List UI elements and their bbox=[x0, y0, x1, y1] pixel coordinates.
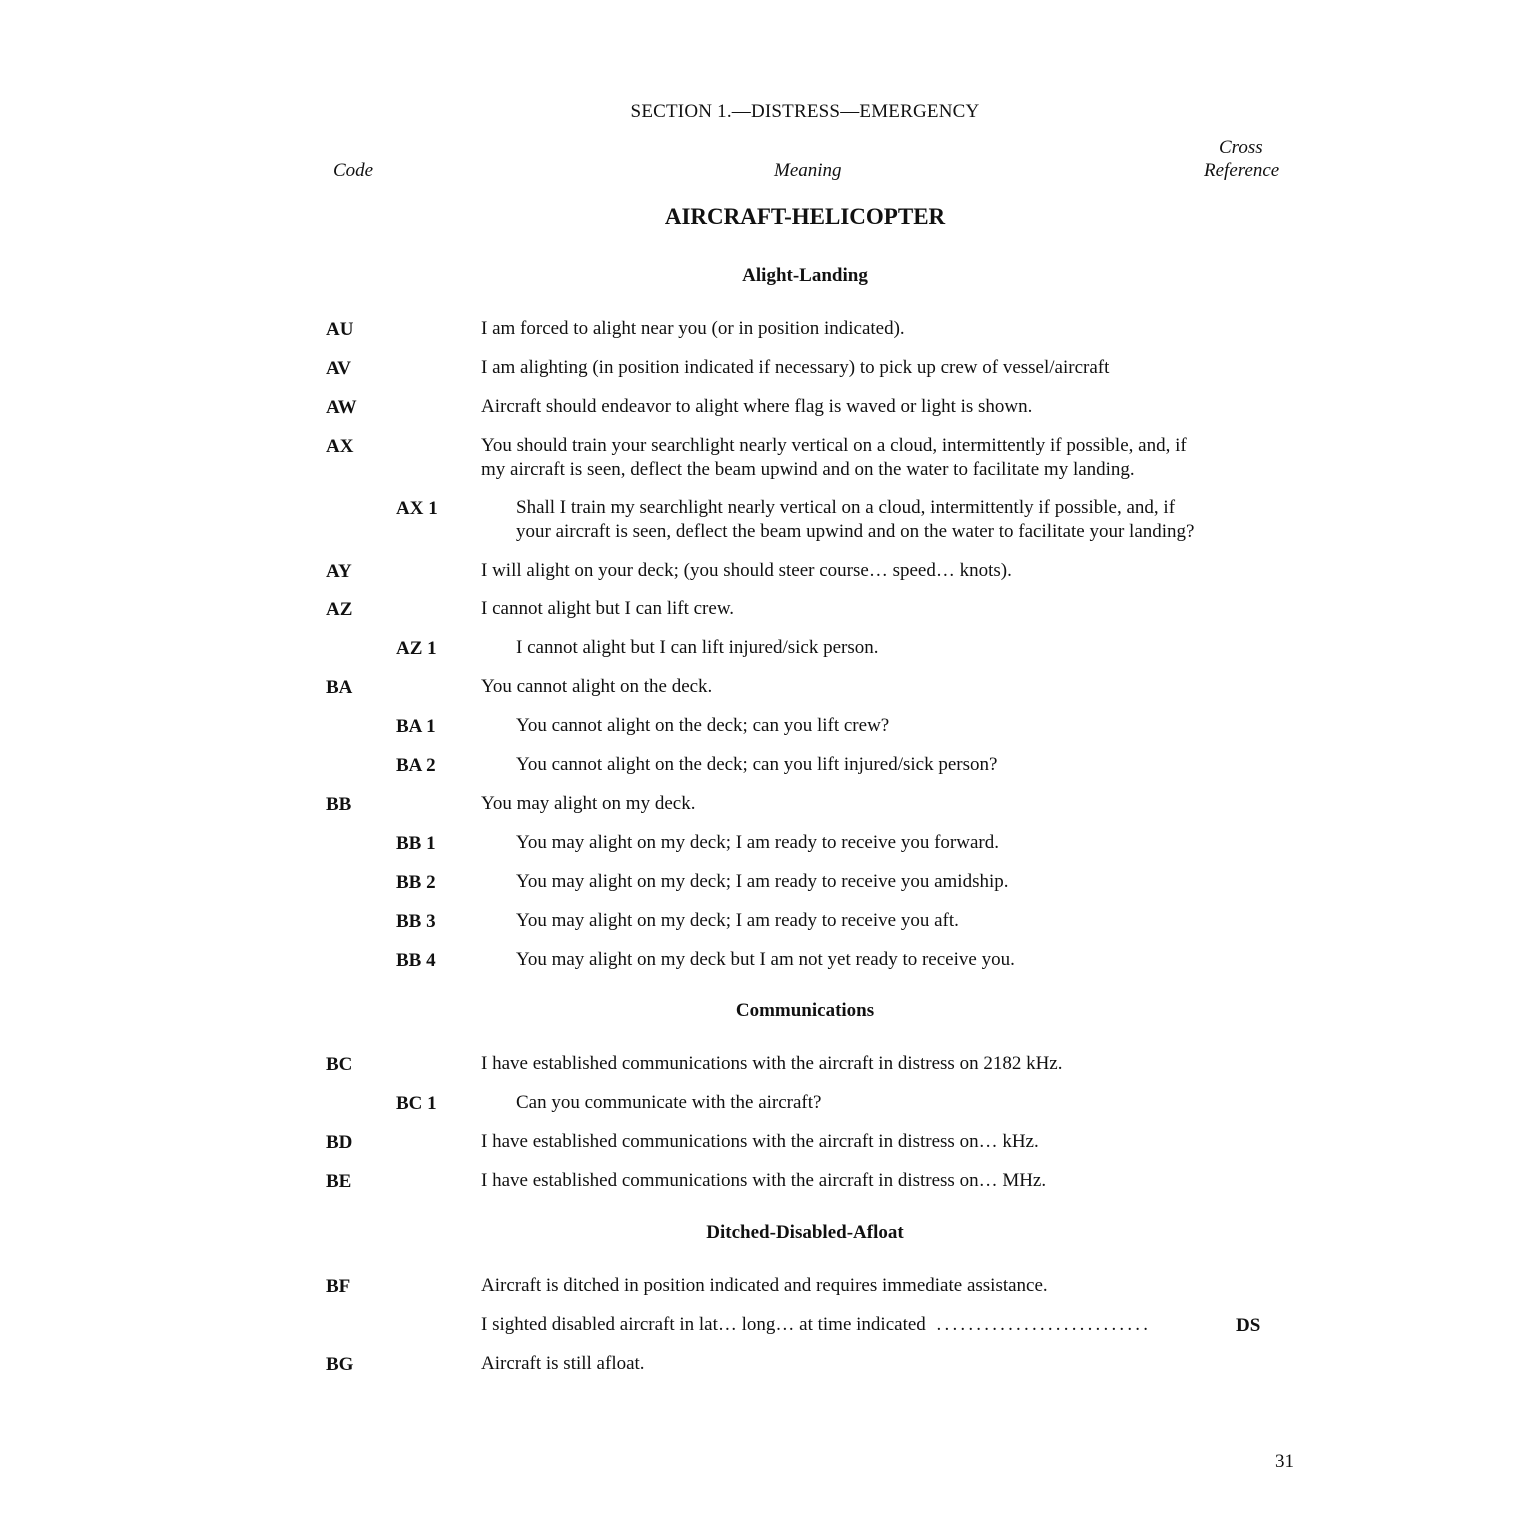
code-label: AW bbox=[326, 397, 357, 418]
code-label: BB 3 bbox=[396, 911, 436, 932]
meaning-text: Aircraft should endeavor to alight where flag is waved or light is shown. bbox=[481, 396, 1033, 417]
meaning-text: I am forced to alight near you (or in position indicated). bbox=[481, 318, 905, 339]
meaning-text: Aircraft is ditched in position indicated and requires immediate assistance. bbox=[481, 1275, 1048, 1296]
main-heading: AIRCRAFT-HELICOPTER bbox=[664, 204, 946, 229]
meaning-text: You may alight on my deck but I am not yet ready to receive you. bbox=[516, 949, 1015, 970]
meaning-text: I am alighting (in position indicated if necessary) to pick up crew of vessel/aircraft bbox=[481, 357, 1110, 378]
meaning-text-line-1: Shall I train my searchlight nearly vertical on a cloud, intermittently if possible, and, if bbox=[516, 497, 1176, 518]
code-label: AX bbox=[326, 436, 354, 457]
column-header-reference: Reference bbox=[1204, 160, 1280, 181]
code-label: BE bbox=[326, 1171, 352, 1192]
code-label: AZ 1 bbox=[396, 638, 437, 659]
dot-leader: ........................... bbox=[936, 1314, 1152, 1335]
meaning-text: I will alight on your deck; (you should steer course… speed… knots). bbox=[481, 560, 1012, 581]
code-label: BD bbox=[326, 1132, 353, 1153]
meaning-text: I cannot alight but I can lift injured/sick person. bbox=[516, 637, 879, 658]
meaning-text: You cannot alight on the deck; can you lift crew? bbox=[516, 715, 890, 736]
code-label: BB bbox=[326, 794, 352, 815]
meaning-text-line-2: my aircraft is seen, deflect the beam upwind and on the water to facilitate my landing. bbox=[481, 459, 1135, 480]
page-number: 31 bbox=[1275, 1451, 1294, 1472]
code-label: BC 1 bbox=[396, 1093, 437, 1114]
meaning-text: You may alight on my deck; I am ready to receive you forward. bbox=[516, 832, 999, 853]
section-title: SECTION 1.—DISTRESS—EMERGENCY bbox=[630, 101, 980, 122]
meaning-text: Aircraft is still afloat. bbox=[481, 1353, 645, 1374]
meaning-text: I cannot alight but I can lift crew. bbox=[481, 598, 735, 619]
meaning-text: You cannot alight on the deck; can you lift injured/sick person? bbox=[516, 754, 998, 775]
meaning-text: You may alight on my deck; I am ready to receive you amidship. bbox=[516, 871, 1009, 892]
meaning-text: I have established communications with the aircraft in distress on… kHz. bbox=[481, 1131, 1039, 1152]
subheading-communications: Communications bbox=[735, 1000, 875, 1021]
meaning-text: Can you communicate with the aircraft? bbox=[516, 1092, 822, 1113]
code-label: AV bbox=[326, 358, 351, 379]
meaning-text bbox=[481, 1313, 1151, 1337]
code-label: BB 4 bbox=[396, 950, 436, 971]
cross-reference: DS bbox=[1236, 1315, 1261, 1336]
code-label: BA 1 bbox=[396, 716, 436, 737]
meaning-text: You may alight on my deck. bbox=[481, 793, 696, 814]
column-header-cross: Cross bbox=[1219, 137, 1263, 158]
column-header-meaning: Meaning bbox=[774, 160, 842, 181]
code-label: BF bbox=[326, 1276, 351, 1297]
meaning-text-content: I sighted disabled aircraft in lat… long… at time indicated bbox=[481, 1314, 926, 1335]
code-label: AY bbox=[326, 561, 352, 582]
column-header-code: Code bbox=[333, 160, 374, 181]
code-label: AZ bbox=[326, 599, 353, 620]
code-label: BB 2 bbox=[396, 872, 436, 893]
meaning-text-line-1: You should train your searchlight nearly vertical on a cloud, intermittently if possible, and, if bbox=[481, 435, 1187, 456]
code-label: BB 1 bbox=[396, 833, 436, 854]
meaning-text: I have established communications with the aircraft in distress on 2182 kHz. bbox=[481, 1053, 1063, 1074]
code-label: BG bbox=[326, 1354, 354, 1375]
subheading-ditched-disabled-afloat: Ditched-Disabled-Afloat bbox=[706, 1222, 904, 1243]
code-label: BC bbox=[326, 1054, 353, 1075]
meaning-text: You cannot alight on the deck. bbox=[481, 676, 713, 697]
meaning-text: I have established communications with the aircraft in distress on… MHz. bbox=[481, 1170, 1047, 1191]
code-label: AU bbox=[326, 319, 354, 340]
code-label: BA bbox=[326, 677, 353, 698]
code-label: AX 1 bbox=[396, 498, 438, 519]
subheading-alight-landing: Alight-Landing bbox=[742, 265, 868, 286]
meaning-text: You may alight on my deck; I am ready to receive you aft. bbox=[516, 910, 959, 931]
meaning-text-line-2: your aircraft is seen, deflect the beam upwind and on the water to facilitate your landing? bbox=[516, 521, 1195, 542]
code-label: BA 2 bbox=[396, 755, 436, 776]
